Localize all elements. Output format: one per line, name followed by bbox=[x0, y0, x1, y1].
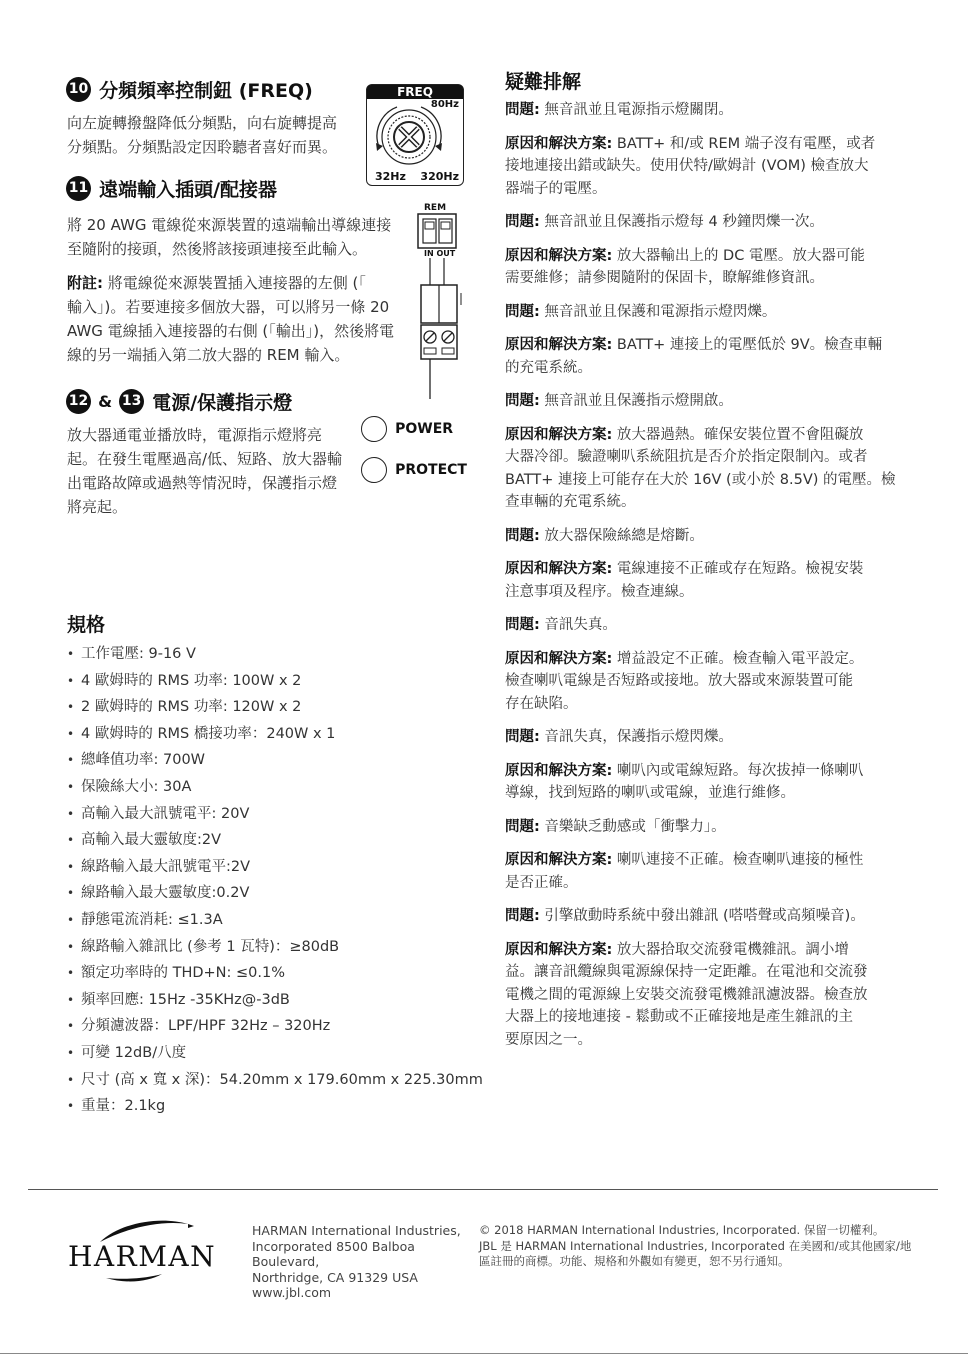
cause-text: 益。讓音訊纜線與電源線保持一定距離。在電池和交流發 bbox=[505, 964, 868, 980]
cause-text: 放大器輸出上的 DC 電壓。放大器可能 bbox=[616, 247, 865, 264]
cause-line bbox=[505, 245, 905, 268]
specs-list bbox=[67, 641, 487, 1120]
step-number-badge: 13 bbox=[119, 389, 144, 414]
spec-item: • 線路輸入最大訊號電平:2V bbox=[67, 854, 487, 881]
rem-label: REM bbox=[424, 203, 447, 213]
problem-label: 問題: bbox=[505, 303, 540, 320]
freq-min-left-label: 32Hz bbox=[375, 170, 406, 183]
problem-label: 問題: bbox=[505, 527, 540, 544]
text-line: 分頻點。分頻點設定因聆聽者喜好而異。 bbox=[67, 138, 338, 156]
cause-text: 檢查喇叭電線是否短路或接地。放大器或來源裝置可能 bbox=[505, 673, 853, 689]
step-number-badge: 10 bbox=[66, 77, 91, 102]
spec-item: • 額定功率時的 THD+N: ≤0.1% bbox=[67, 960, 487, 987]
section-11-note bbox=[67, 271, 412, 367]
freq-dial-diagram bbox=[366, 84, 464, 186]
cause-line bbox=[505, 133, 905, 156]
problem-label: 問題: bbox=[505, 393, 540, 409]
problem-line bbox=[505, 525, 905, 548]
problem-text: 引擎啟動時系統中發出雜訊 (嗒嗒聲或高頻噪音)。 bbox=[544, 908, 865, 924]
cause-text: BATT+ 連接上的電壓低於 9V。檢查車輛 bbox=[616, 337, 883, 353]
ampersand: & bbox=[98, 392, 113, 411]
protect-label: PROTECT bbox=[395, 462, 467, 478]
problem-text: 無音訊並且保護指示燈每 4 秒鐘閃爍一次。 bbox=[544, 214, 824, 230]
cause-label: 原因和解決方案: bbox=[505, 247, 613, 264]
spec-item: • 分頻濾波器：LPF/HPF 32Hz – 320Hz bbox=[67, 1013, 487, 1040]
spec-item: • 重量：2.1kg bbox=[67, 1093, 487, 1120]
text-line: 向左旋轉撥盤降低分頻點，向右旋轉提高 bbox=[67, 114, 338, 132]
cause-label: 原因和解決方案: bbox=[505, 941, 613, 958]
section-12-13-heading bbox=[66, 388, 292, 415]
problem-line bbox=[505, 301, 905, 324]
cause-text: 放大器過熱。確保安裝位置不會阻礙放 bbox=[616, 426, 864, 443]
cause-text: 的充電系統。 bbox=[505, 359, 592, 376]
logo-wordmark: HARMAN bbox=[68, 1240, 217, 1273]
freq-max-label: 80Hz bbox=[430, 99, 459, 110]
troubleshooting-title: 疑難排解 bbox=[505, 71, 582, 93]
spec-item: • 保險絲大小: 30A bbox=[67, 774, 487, 801]
problem-text: 放大器保險絲總是熔斷。 bbox=[544, 527, 704, 544]
cause-label: 原因和解決方案: bbox=[505, 762, 613, 779]
problem-text: 音訊失真，保護指示燈閃爍。 bbox=[544, 729, 733, 745]
cause-label: 原因和解決方案: bbox=[505, 561, 613, 577]
trademark-line: 區註冊的商標。功能、規格和外觀如有變更，恕不另行通知。 bbox=[479, 1254, 790, 1268]
text-line: AWG 電線插入連接器的右側 (「輸出」)，然後將電 bbox=[67, 322, 395, 340]
step-number-badge: 11 bbox=[66, 176, 91, 201]
copyright-line: © 2018 HARMAN International Industries, Incorporated. 保留一切權利。 bbox=[479, 1223, 885, 1237]
problem-line bbox=[505, 211, 905, 234]
section-title: 電源/保護指示燈 bbox=[152, 392, 293, 414]
note-label: 附註: bbox=[67, 274, 103, 292]
spec-item: • 尺寸 (高 x 寬 x 深)：54.20mm x 179.60mm x 225.30mm bbox=[67, 1067, 487, 1094]
troubleshooting-list bbox=[505, 99, 905, 1051]
problem-text: 音樂缺乏動感或「衝擊力」。 bbox=[544, 818, 726, 835]
address-line: HARMAN International Industries, bbox=[252, 1223, 461, 1238]
section-title: 遠端輸入插頭/配接器 bbox=[99, 179, 278, 201]
problem-line bbox=[505, 905, 905, 928]
power-label: POWER bbox=[395, 421, 454, 437]
cause-label: 原因和解決方案: bbox=[505, 337, 613, 353]
spec-item: • 工作電壓: 9-16 V bbox=[67, 641, 487, 668]
trademark-line: JBL 是 HARMAN International Industries, Incorporated 在美國和/或其他國家/地 bbox=[479, 1238, 912, 1253]
cause-line bbox=[505, 760, 905, 783]
text-line: 起。在發生電壓過高/低、短路、放大器輸 bbox=[67, 450, 343, 468]
section-title: 分頻頻率控制鈕 (FREQ) bbox=[99, 80, 313, 102]
rem-connector-diagram bbox=[410, 203, 470, 403]
protect-indicator bbox=[361, 457, 467, 483]
specs-title: 規格 bbox=[67, 614, 106, 636]
website-link[interactable]: www.jbl.com bbox=[252, 1285, 332, 1300]
problem-text: 無音訊並且電源指示燈關閉。 bbox=[544, 102, 733, 118]
cause-text: 存在缺陷。 bbox=[505, 695, 578, 712]
address-line: Northridge, CA 91329 USA bbox=[252, 1269, 418, 1285]
cause-text: 注意事項及程序。檢查連線。 bbox=[505, 583, 694, 600]
spec-item: • 頻率回應: 15Hz -35KHz@-3dB bbox=[67, 987, 487, 1014]
problem-label: 問題: bbox=[505, 818, 540, 835]
cause-text: 導線，找到短路的喇叭或電線，並進行維修。 bbox=[505, 785, 795, 801]
cause-label: 原因和解決方案: bbox=[505, 135, 613, 152]
problem-label: 問題: bbox=[505, 617, 540, 633]
cause-line bbox=[505, 939, 905, 962]
cause-text: 要原因之一。 bbox=[505, 1031, 592, 1048]
problem-line bbox=[505, 614, 905, 637]
section-11-heading bbox=[66, 175, 277, 202]
section-10-heading bbox=[66, 76, 313, 103]
cause-line bbox=[505, 334, 905, 357]
problem-text: 音訊失真。 bbox=[544, 617, 617, 633]
spec-item: • 高輸入最大靈敏度:2V bbox=[67, 827, 487, 854]
company-address bbox=[252, 1223, 472, 1301]
text-line bbox=[67, 271, 412, 295]
spec-item: • 可變 12dB/八度 bbox=[67, 1040, 487, 1067]
cause-label: 原因和解決方案: bbox=[505, 650, 613, 667]
problem-label: 問題: bbox=[505, 102, 540, 118]
problem-line bbox=[505, 816, 905, 839]
cause-line bbox=[505, 424, 905, 447]
cause-text: 大器冷卻。驗證喇叭系統阻抗是否介於指定限制內。或者 bbox=[505, 449, 868, 465]
text-line: 至隨附的接頭，然後將該接頭連接至此輸入。 bbox=[67, 240, 368, 258]
cause-text: 喇叭內或電線短路。每次拔掉一條喇叭 bbox=[616, 762, 864, 779]
spec-item: • 線路輸入最大靈敏度:0.2V bbox=[67, 880, 487, 907]
spec-item: • 4 歐姆時的 RMS 功率: 100W x 2 bbox=[67, 668, 487, 695]
text-line: 輸入」)。若要連接多個放大器，可以將另一條 20 bbox=[67, 298, 390, 316]
power-indicator bbox=[361, 416, 453, 442]
problem-line bbox=[505, 390, 905, 413]
spec-item: • 靜態電流消耗: ≤1.3A bbox=[67, 907, 487, 934]
spec-item: • 高輸入最大訊號電平: 20V bbox=[67, 801, 487, 828]
cause-line bbox=[505, 849, 905, 872]
harman-logo bbox=[66, 1212, 216, 1292]
cause-line bbox=[505, 648, 905, 671]
address-line: Incorporated 8500 Balboa Boulevard, bbox=[252, 1238, 415, 1269]
problem-text: 無音訊並且保護和電源指示燈閃爍。 bbox=[544, 303, 777, 320]
text-line: 放大器通電並播放時，電源指示燈將亮 bbox=[67, 426, 323, 444]
problem-label: 問題: bbox=[505, 908, 540, 924]
text-line: 線的另一端插入第二放大器的 REM 輸入。 bbox=[67, 346, 350, 364]
text-line: 將 20 AWG 電線從來源裝置的遠端輸出導線連接 bbox=[67, 216, 392, 234]
cause-text: BATT+ 和/或 REM 端子沒有電壓，或者 bbox=[616, 135, 876, 152]
power-led-icon bbox=[361, 416, 387, 442]
cause-text: 是否正確。 bbox=[505, 874, 578, 891]
section-10-body bbox=[67, 111, 367, 159]
cause-text: 增益設定不正確。檢查輸入電平設定。 bbox=[616, 650, 864, 667]
problem-line bbox=[505, 726, 905, 749]
cause-text: 查車輛的充電系統。 bbox=[505, 494, 636, 510]
cause-line bbox=[505, 558, 905, 581]
protect-led-icon bbox=[361, 457, 387, 483]
cause-text: 需要維修；請參閱隨附的保固卡，瞭解維修資訊。 bbox=[505, 270, 824, 286]
note-text: 將電線從來源裝置插入連接器的左側 (「 bbox=[103, 274, 366, 292]
cause-text: 電線連接不正確或存在短路。檢視安裝 bbox=[616, 561, 864, 577]
cause-label: 原因和解決方案: bbox=[505, 852, 613, 868]
footer-divider bbox=[28, 1189, 938, 1190]
spec-item: • 4 歐姆時的 RMS 橋接功率：240W x 1 bbox=[67, 721, 487, 748]
problem-line bbox=[505, 99, 905, 122]
freq-min-right-label: 320Hz bbox=[420, 170, 459, 183]
connector-icon bbox=[410, 203, 470, 403]
problem-text: 無音訊並且保護指示燈開啟。 bbox=[544, 393, 733, 409]
freq-label: FREQ bbox=[367, 85, 463, 99]
cause-text: 接地連接出錯或缺失。使用伏特/歐姆計 (VOM) 檢查放大 bbox=[505, 158, 869, 174]
step-number-badge: 12 bbox=[66, 389, 91, 414]
cause-text: 大器上的接地連接 - 鬆動或不正確接地是產生雜訊的主 bbox=[505, 1009, 853, 1025]
problem-label: 問題: bbox=[505, 214, 540, 230]
text-line: 將亮起。 bbox=[67, 498, 128, 516]
page-bottom-rule bbox=[0, 1353, 968, 1354]
cause-label: 原因和解決方案: bbox=[505, 426, 613, 443]
problem-label: 問題: bbox=[505, 729, 540, 745]
legal-notice bbox=[479, 1223, 919, 1270]
cause-text: 器端子的電壓。 bbox=[505, 180, 607, 197]
cause-text: 電機之間的電源線上安裝交流發電機雜訊濾波器。檢查放 bbox=[505, 986, 868, 1003]
cause-text: BATT+ 連接上可能存在大於 16V (或小於 8.5V) 的電壓。檢 bbox=[505, 471, 896, 488]
spec-item: • 2 歐姆時的 RMS 功率: 120W x 2 bbox=[67, 694, 487, 721]
section-11-body bbox=[67, 213, 412, 261]
spec-item: • 線路輸入雜訊比 (參考 1 瓦特)：≥80dB bbox=[67, 934, 487, 961]
cause-text: 喇叭連接不正確。檢查喇叭連接的極性 bbox=[616, 852, 864, 868]
section-12-body bbox=[67, 423, 357, 519]
text-line: 出電路故障或過熱等情況時，保護指示燈 bbox=[67, 474, 338, 492]
cause-text: 放大器拾取交流發電機雜訊。調小增 bbox=[616, 941, 849, 958]
in-out-label: IN OUT bbox=[424, 249, 456, 258]
spec-item: • 總峰值功率: 700W bbox=[67, 747, 487, 774]
